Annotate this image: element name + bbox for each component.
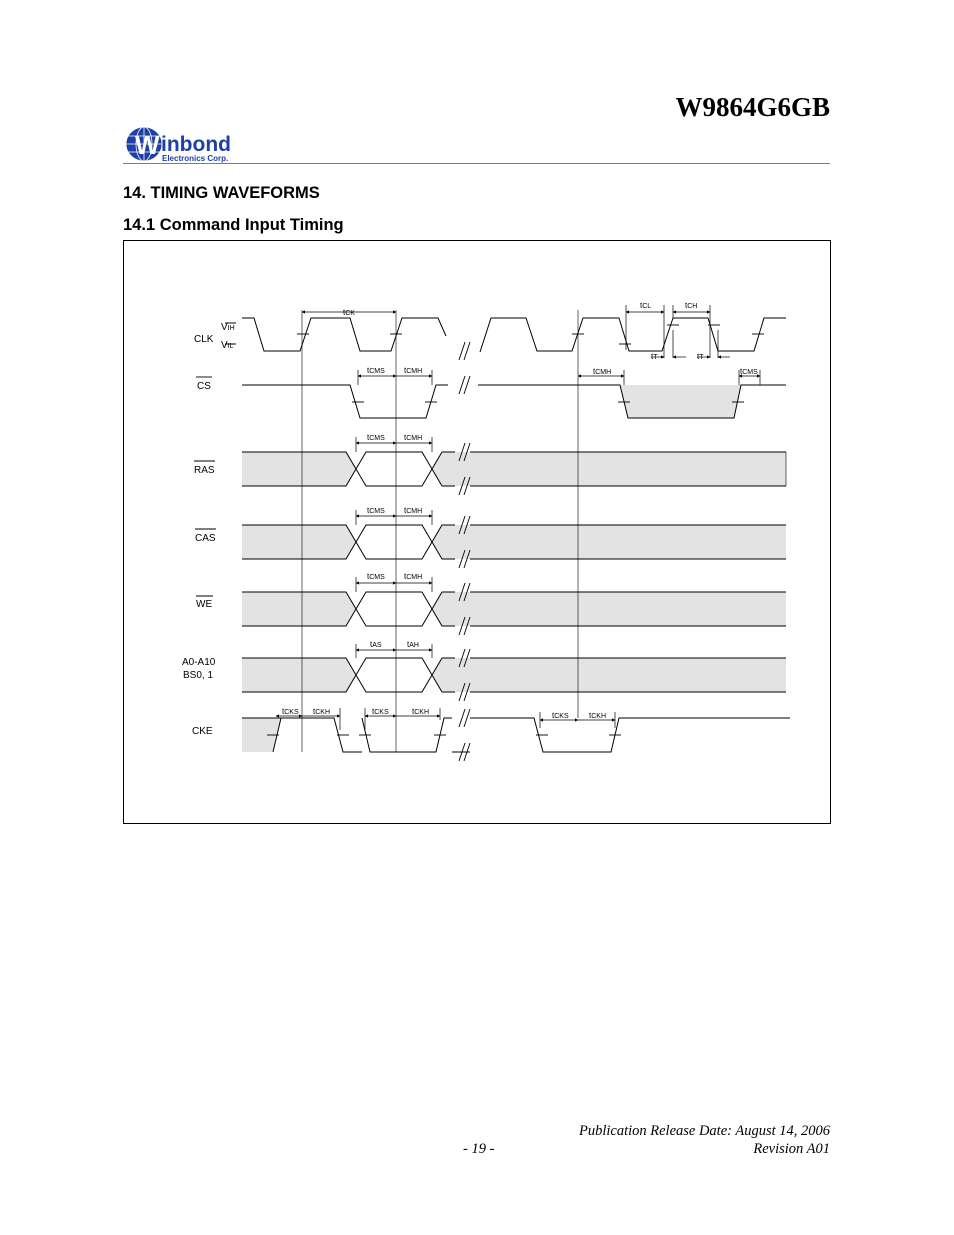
timing-label-tcms-we: tCMS [367, 572, 385, 581]
subsection-title: 14.1 Command Input Timing [123, 216, 344, 234]
timing-label-tcms-cs-2: tCMS [740, 367, 758, 376]
logo-subtitle: Electronics Corp. [162, 154, 229, 163]
timing-label-tckh-2: tCKH [412, 707, 430, 716]
timing-label-tcmh-cs-2: tCMH [593, 367, 612, 376]
footer-release-date: Publication Release Date: August 14, 2006 [578, 1123, 830, 1139]
part-number: W9864G6GB [675, 92, 830, 122]
footer-page-number: - 19 - [463, 1141, 495, 1157]
timing-label-tcms-ras: tCMS [367, 433, 385, 442]
logo-wordmark: inbond [161, 133, 231, 156]
timing-label-tcks-3: tCKS [552, 711, 569, 720]
timing-label-tcmh-ras: tCMH [404, 433, 423, 442]
timing-label-tck: tCK [343, 308, 355, 317]
signal-label-clk: CLK [194, 334, 214, 345]
command-input-timing-diagram [123, 240, 831, 824]
vih-label: VIH [221, 322, 235, 333]
timing-label-tcmh-cas: tCMH [404, 506, 423, 515]
timing-label-tcmh-we: tCMH [404, 572, 423, 581]
signal-label-we: WE [196, 599, 213, 610]
signal-label-ras: RAS [194, 465, 215, 476]
vil-label: VIL [221, 340, 234, 351]
timing-label-tcms-cas: tCMS [367, 506, 385, 515]
timing-label-tckh-1: tCKH [313, 707, 331, 716]
timing-label-tas: tAS [370, 640, 382, 649]
timing-label-tcks-1: tCKS [282, 707, 299, 716]
signal-label-cs: CS [197, 381, 211, 392]
timing-label-tt-2: tT [697, 352, 704, 361]
timing-label-tcks-2: tCKS [372, 707, 389, 716]
timing-label-tckh-3: tCKH [589, 711, 607, 720]
timing-label-tcms-cs: tCMS [367, 366, 385, 375]
signal-label-bank-select: BS0, 1 [183, 670, 214, 681]
timing-label-tcl: tCL [640, 301, 652, 310]
timing-labels [282, 301, 758, 720]
signal-labels [182, 322, 235, 737]
active-low-overbars [194, 377, 216, 596]
header-rule [123, 163, 830, 164]
section-title: 14. TIMING WAVEFORMS [123, 184, 320, 202]
signal-label-cke: CKE [192, 726, 213, 737]
timing-label-tcmh-cs: tCMH [404, 366, 423, 375]
timing-label-tah: tAH [407, 640, 419, 649]
timing-label-tch: tCH [685, 301, 698, 310]
logo-initial: W [135, 130, 160, 160]
shaded-regions [242, 385, 786, 752]
signal-label-cas: CAS [195, 533, 216, 544]
signal-label-address: A0-A10 [182, 657, 216, 668]
footer-revision: Revision A01 [753, 1141, 830, 1157]
timing-label-tt-1: tT [651, 352, 658, 361]
winbond-logo [125, 124, 250, 166]
